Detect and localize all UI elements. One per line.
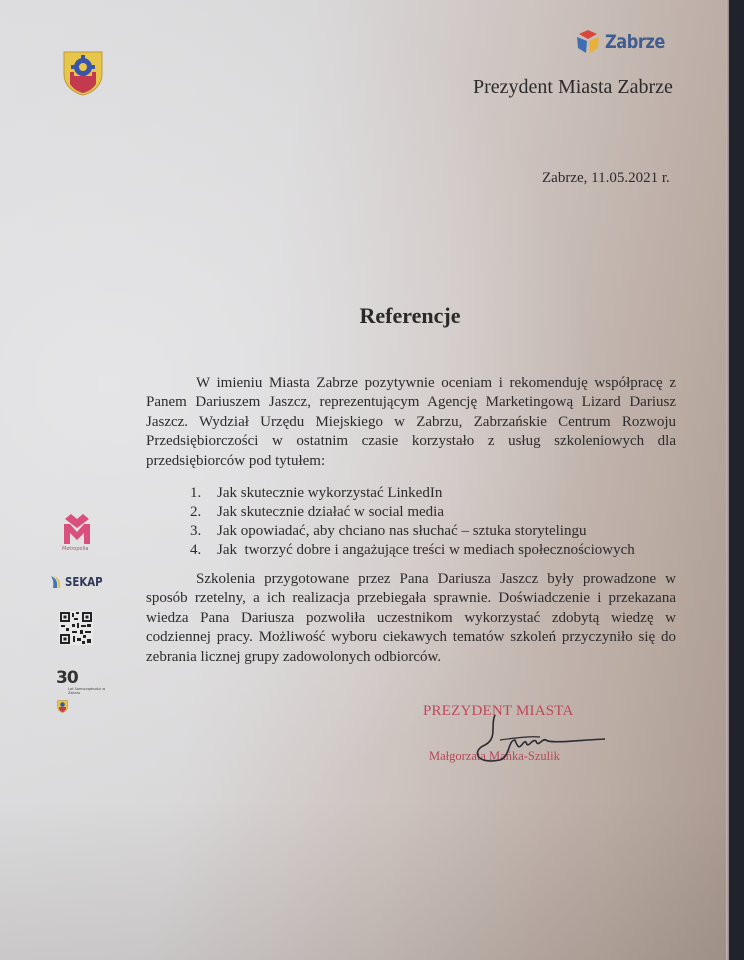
anniversary-label: Lat Samorządności w Zabrzu	[68, 687, 106, 695]
handwritten-signature-icon	[470, 710, 610, 770]
sekap-logo	[50, 575, 109, 589]
training-list	[190, 484, 635, 560]
metropolia-logo-icon	[62, 512, 92, 545]
sekap-label: SEKAP	[65, 575, 103, 589]
qr-code-icon	[59, 611, 93, 645]
stamp-name: Małgorzata Mańka-Szulik	[429, 749, 560, 763]
training-item: 1. Jak skutecznie wykorzystać LinkedIn	[190, 485, 443, 501]
paragraph-evaluation-text: Szkolenia przygotowane przez Pana Dariusza Jaszcz były prowadzone w sposób rzetelny, a ich realizacja przebiegała sprawnie. Doświadczenie i przekazana wiedza Pana Dariusza pozwoliła uczestnikom wykorzystać zdobytą wiedzę w codziennej pracy. Możliwość wyboru ciekawych tematów szkoleń przyczyniło się do zebrania licznej grupy zadowolonych odbiorców.	[146, 571, 676, 665]
sender-heading: Prezydent Miasta Zabrze	[473, 76, 673, 98]
sekap-emblem-icon	[50, 575, 62, 589]
zabrze-cube-icon	[575, 30, 601, 54]
place-date: Zabrze, 11.05.2021 r.	[542, 170, 670, 186]
anniversary-number: 30	[56, 668, 78, 688]
metropolia-label: Metropolia	[62, 546, 89, 552]
paragraph-evaluation	[146, 570, 676, 667]
training-item: 2. Jak skutecznie działać w social media	[190, 504, 444, 520]
training-item: 4. Jak tworzyć dobre i angażujące treści w mediach społecznościowych	[190, 542, 635, 558]
zabrze-city-logo	[575, 30, 676, 54]
document-title: Referencje	[359, 303, 461, 328]
paragraph-intro-text: W imieniu Miasta Zabrze pozytywnie oceniam i rekomenduję współpracę z Panem Dariuszem Jaszcz, reprezentującym Agencję Marketingową Lizard Dariusz Jaszcz. Wydział Urzędu Miejskiego w Zabrzu, Zabrzańskie Centrum Rozwoju Przedsiębiorczości w ostatnim czasie korzystało z usług szkoleniowych dla przedsiębiorców pod tytułem:	[146, 375, 676, 469]
stamp-title: PREZYDENT MIASTA	[423, 703, 574, 719]
small-coat-of-arms-icon	[57, 700, 68, 713]
zabrze-logo-text: Zabrze	[605, 31, 665, 53]
paragraph-intro	[146, 374, 676, 471]
training-item: 3. Jak opowiadać, aby chciano nas słuchać – sztuka storytelingu	[190, 523, 587, 539]
paper-edge	[726, 0, 729, 960]
city-coat-of-arms-icon	[62, 50, 104, 96]
